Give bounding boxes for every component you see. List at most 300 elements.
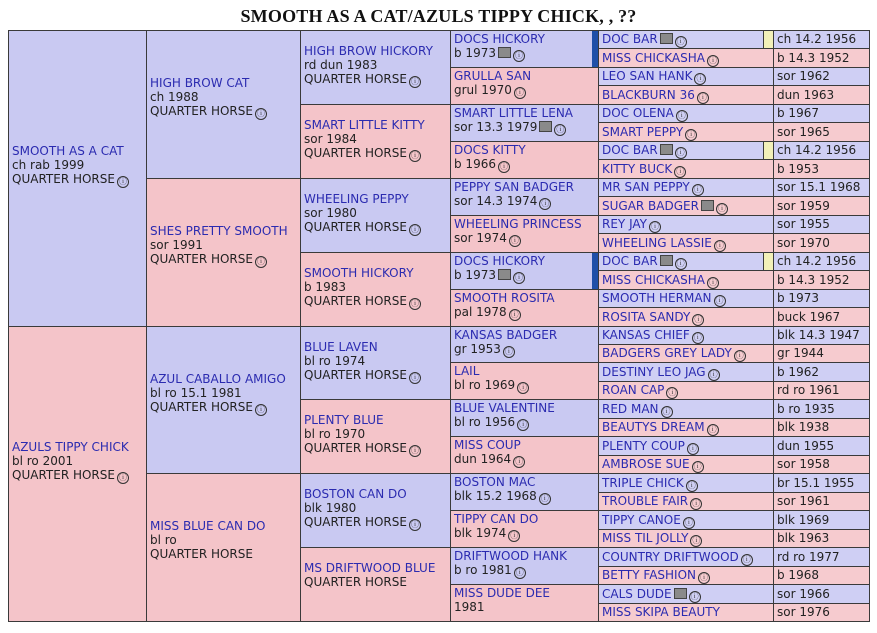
horse-name-link[interactable]: AZULS TIPPY CHICK xyxy=(12,440,129,454)
horse-name-link[interactable]: REY JAY xyxy=(602,217,647,231)
horse-name-link[interactable]: MISS CHICKASHA xyxy=(602,51,705,65)
info-icon[interactable]: ⓘ xyxy=(410,373,419,382)
horse-color-year: rd ro 1961 xyxy=(777,383,840,397)
horse-breed: QUARTER HORSE ⓘ xyxy=(304,294,419,308)
horse-name-link[interactable]: DOC OLENA xyxy=(602,106,674,120)
gen3-horse[interactable] xyxy=(300,473,451,548)
horse-name-link[interactable]: TROUBLE FAIR xyxy=(602,494,689,508)
horse-color-year: sor 1976 xyxy=(777,605,830,619)
info-icon[interactable]: ⓘ xyxy=(410,225,419,234)
info-icon[interactable]: ⓘ xyxy=(742,555,751,564)
horse-color-year: b 1973 xyxy=(777,291,819,305)
horse-color-year: br 15.1 1955 xyxy=(777,476,855,490)
horse-color-year: b 14.3 1952 xyxy=(777,51,850,65)
gen2-horse[interactable] xyxy=(146,30,301,179)
horse-color-year: sor 1991 xyxy=(150,238,203,252)
info-icon[interactable]: ⓘ xyxy=(556,125,565,134)
info-icon[interactable]: ⓘ xyxy=(510,310,519,319)
horse-details xyxy=(773,233,870,253)
gen2-horse[interactable] xyxy=(146,178,301,327)
gen4-horse[interactable] xyxy=(450,104,599,142)
horse-color-year: ch 14.2 1956 xyxy=(777,32,857,46)
horse-name-link[interactable]: MR SAN PEPPY xyxy=(602,180,690,194)
info-icon[interactable]: ⓘ xyxy=(693,333,702,342)
horse-details xyxy=(773,104,870,123)
horse-name-link[interactable]: LEO SAN HANK xyxy=(602,69,693,83)
horse-color-year: sor 1970 xyxy=(777,236,830,250)
horse-color-year: sor 1959 xyxy=(777,199,830,213)
info-icon[interactable]: ⓘ xyxy=(696,74,705,83)
info-icon[interactable]: ⓘ xyxy=(687,481,696,490)
gen4-horse[interactable] xyxy=(450,547,599,585)
horse-name-link[interactable]: MISS BLUE CAN DO xyxy=(150,519,266,533)
horse-color-year: blk 1963 xyxy=(777,531,830,545)
horse-name-link[interactable]: BADGERS GREY LADY xyxy=(602,346,732,360)
info-icon[interactable]: ⓘ xyxy=(410,77,419,86)
gen5-horse[interactable] xyxy=(598,510,774,530)
horse-breed: QUARTER HORSE ⓘ xyxy=(304,146,419,160)
horse-name-link[interactable]: KITTY BUCK xyxy=(602,162,673,176)
photo-icon[interactable] xyxy=(660,144,673,155)
duplicate-marker xyxy=(763,253,773,271)
horse-name-link[interactable]: BOSTON CAN DO xyxy=(304,487,407,501)
info-icon[interactable]: ⓘ xyxy=(676,259,685,268)
horse-breed: QUARTER HORSE ⓘ xyxy=(150,252,265,266)
horse-color-year: bl ro 1956 ⓘ xyxy=(454,415,528,429)
horse-breed: QUARTER HORSE ⓘ xyxy=(304,441,419,455)
gen5-horse[interactable] xyxy=(598,252,774,271)
horse-name-link[interactable]: MISS TIL JOLLY xyxy=(602,531,689,545)
horse-name-link[interactable]: KANSAS BADGER xyxy=(454,328,558,342)
info-icon[interactable]: ⓘ xyxy=(410,520,419,529)
info-icon[interactable]: ⓘ xyxy=(688,444,697,453)
info-icon[interactable]: ⓘ xyxy=(708,425,717,434)
horse-color-year: pal 1978 ⓘ xyxy=(454,305,519,319)
horse-color-year: blk 1974 ⓘ xyxy=(454,526,519,540)
info-icon[interactable]: ⓘ xyxy=(515,457,524,466)
horse-breed: QUARTER HORSE ⓘ xyxy=(304,515,419,529)
horse-name-link[interactable]: BEAUTYS DREAM xyxy=(602,420,705,434)
horse-color-year: bl ro 1969 ⓘ xyxy=(454,378,528,392)
gen5-horse[interactable] xyxy=(598,326,774,345)
gen5-horse[interactable] xyxy=(598,381,774,400)
info-icon[interactable]: ⓘ xyxy=(118,177,127,186)
horse-color-year: blk 1938 xyxy=(777,420,830,434)
horse-name-link[interactable]: SMART LITTLE LENA xyxy=(454,106,573,120)
horse-color-year: sor 14.3 1974 ⓘ xyxy=(454,194,550,208)
horse-details xyxy=(773,307,870,327)
horse-name-link[interactable]: COUNTRY DRIFTWOOD xyxy=(602,550,739,564)
horse-breed: QUARTER HORSE ⓘ xyxy=(304,72,419,86)
horse-name-link[interactable]: DOC BAR xyxy=(602,254,658,268)
horse-color-year: b 1966 ⓘ xyxy=(454,157,508,171)
gen5-horse[interactable] xyxy=(598,178,774,197)
horse-details xyxy=(773,566,870,585)
horse-color-year: b 14.3 1952 xyxy=(777,273,850,287)
horse-name-link[interactable]: SUGAR BADGER xyxy=(602,199,699,213)
info-icon[interactable]: ⓘ xyxy=(687,130,696,139)
horse-details xyxy=(773,529,870,548)
horse-name-link[interactable]: WHEELING LASSIE xyxy=(602,236,712,250)
gen4-horse[interactable] xyxy=(450,473,599,511)
horse-color-year: 1981 xyxy=(454,600,485,614)
info-icon[interactable]: ⓘ xyxy=(709,370,718,379)
horse-details xyxy=(773,436,870,456)
horse-name-link[interactable]: MISS CHICKASHA xyxy=(602,273,705,287)
gen5-horse[interactable] xyxy=(598,584,774,604)
horse-name-link[interactable]: SMOOTH ROSITA xyxy=(454,291,555,305)
horse-color-year: b ro 1981 ⓘ xyxy=(454,563,524,577)
gen5-horse[interactable] xyxy=(598,307,774,327)
gen4-horse[interactable] xyxy=(450,399,599,437)
horse-name-link[interactable]: LAIL xyxy=(454,364,480,378)
info-icon[interactable]: ⓘ xyxy=(514,51,523,60)
horse-breed: QUARTER HORSE ⓘ xyxy=(150,104,265,118)
horse-name-link[interactable]: MISS COUP xyxy=(454,438,521,452)
gen5-horse[interactable] xyxy=(598,215,774,234)
horse-name-link[interactable]: TIPPY CANOE xyxy=(602,513,681,527)
horse-name-link[interactable]: BETTY FASHION xyxy=(602,568,697,582)
horse-color-year: b 1968 xyxy=(777,568,819,582)
horse-name-link[interactable]: HIGH BROW CAT xyxy=(150,76,250,90)
horse-name-link[interactable]: DOCS HICKORY xyxy=(454,254,545,268)
horse-details xyxy=(773,215,870,234)
info-icon[interactable]: ⓘ xyxy=(519,383,528,392)
horse-color-year: ch 14.2 1956 xyxy=(777,143,857,157)
horse-details xyxy=(773,510,870,530)
horse-color-year: grul 1970 ⓘ xyxy=(454,83,524,97)
horse-color-year: bl ro 2001 xyxy=(12,454,74,468)
horse-name-link[interactable]: SMART PEPPY xyxy=(602,125,684,139)
gen5-horse[interactable] xyxy=(598,436,774,456)
info-icon[interactable]: ⓘ xyxy=(692,536,701,545)
horse-color-year: b 1967 xyxy=(777,106,819,120)
horse-name-link[interactable]: DOCS KITTY xyxy=(454,143,526,157)
info-icon[interactable]: ⓘ xyxy=(676,167,685,176)
info-icon[interactable]: ⓘ xyxy=(651,222,659,231)
horse-color-year: bl ro 15.1 1981 xyxy=(150,386,242,400)
gen5-horse[interactable] xyxy=(598,566,774,585)
horse-details xyxy=(773,85,870,105)
info-icon[interactable]: ⓘ xyxy=(693,185,702,194)
info-icon[interactable]: ⓘ xyxy=(698,93,707,102)
gen5-horse[interactable] xyxy=(598,67,774,86)
horse-details xyxy=(773,418,870,437)
horse-name-link[interactable]: DESTINY LEO JAG xyxy=(602,365,706,379)
horse-name-link[interactable]: CALS DUDE xyxy=(602,587,672,601)
horse-color-year: b ro 1935 xyxy=(777,402,835,416)
gen5-horse[interactable] xyxy=(598,141,774,160)
info-icon[interactable]: ⓘ xyxy=(676,148,685,157)
gen4-horse[interactable] xyxy=(450,584,599,622)
info-icon[interactable]: ⓘ xyxy=(715,296,724,305)
horse-name-link[interactable]: RED MAN xyxy=(602,402,659,416)
info-icon[interactable]: ⓘ xyxy=(256,405,265,414)
horse-name-link[interactable]: WHEELING PRINCESS xyxy=(454,217,582,231)
info-icon[interactable]: ⓘ xyxy=(504,347,513,356)
gen5-horse[interactable] xyxy=(598,547,774,567)
gen3-horse[interactable] xyxy=(300,178,451,253)
horse-name-link[interactable]: BLUE VALENTINE xyxy=(454,401,555,415)
horse-details xyxy=(773,381,870,400)
gen4-horse[interactable] xyxy=(450,362,599,400)
pedigree-title: SMOOTH AS A CAT/AZULS TIPPY CHICK, , ?? xyxy=(240,6,637,26)
gen5-horse[interactable] xyxy=(598,104,774,123)
horse-color-year: blk 14.3 1947 xyxy=(777,328,860,342)
horse-name-link[interactable]: HIGH BROW HICKORY xyxy=(304,44,433,58)
gen4-horse[interactable] xyxy=(450,215,599,253)
gen5-horse[interactable] xyxy=(598,289,774,308)
horse-color-year: buck 1967 xyxy=(777,310,841,324)
horse-color-year: dun 1955 xyxy=(777,439,835,453)
info-icon[interactable]: ⓘ xyxy=(541,199,550,208)
horse-name-link[interactable]: KANSAS CHIEF xyxy=(602,328,690,342)
gen4-horse[interactable] xyxy=(450,326,599,363)
horse-color-year: ch rab 1999 xyxy=(12,158,85,172)
horse-details xyxy=(773,48,870,68)
gen4-horse[interactable] xyxy=(450,178,599,216)
horse-name-link[interactable]: BOSTON MAC xyxy=(454,475,536,489)
info-icon[interactable]: ⓘ xyxy=(256,257,265,266)
horse-color-year: sor 1965 xyxy=(777,125,830,139)
horse-details xyxy=(773,362,870,382)
gen3-horse[interactable] xyxy=(300,252,451,327)
info-icon[interactable]: ⓘ xyxy=(708,278,717,287)
photo-icon[interactable] xyxy=(701,200,714,211)
horse-name-link[interactable]: SMOOTH HERMAN xyxy=(602,291,712,305)
horse-name-link[interactable]: SMOOTH HICKORY xyxy=(304,266,414,280)
horse-color-year: dun 1963 xyxy=(777,88,835,102)
horse-details xyxy=(773,196,870,216)
horse-color-year: b 1973 ⓘ xyxy=(454,268,523,282)
horse-details xyxy=(773,141,870,160)
gen3-horse[interactable] xyxy=(300,104,451,179)
horse-name-link[interactable]: DOC BAR xyxy=(602,32,658,46)
horse-color-year: b 1962 xyxy=(777,365,819,379)
info-icon[interactable]: ⓘ xyxy=(515,568,524,577)
gen4-horse[interactable] xyxy=(450,141,599,179)
horse-color-year: sor 13.3 1979 ⓘ xyxy=(454,120,565,134)
photo-icon[interactable] xyxy=(539,121,552,132)
info-icon[interactable]: ⓘ xyxy=(717,204,726,213)
horse-details xyxy=(773,399,870,419)
gen2-horse[interactable] xyxy=(146,326,301,474)
horse-details xyxy=(773,344,870,363)
info-icon[interactable]: ⓘ xyxy=(519,420,528,429)
gen3-horse[interactable] xyxy=(300,30,451,105)
horse-details xyxy=(773,473,870,493)
photo-icon[interactable] xyxy=(498,269,511,280)
gen5-horse[interactable] xyxy=(598,48,774,68)
info-icon[interactable]: ⓘ xyxy=(515,88,524,97)
horse-details xyxy=(773,492,870,511)
gen1-horse[interactable] xyxy=(8,30,147,327)
horse-color-year: rd ro 1977 xyxy=(777,550,840,564)
horse-color-year: b 1973 ⓘ xyxy=(454,46,523,60)
horse-details xyxy=(773,326,870,345)
horse-color-year: dun 1964 ⓘ xyxy=(454,452,524,466)
pedigree-chart xyxy=(8,30,869,621)
horse-name-link[interactable]: TIPPY CAN DO xyxy=(454,512,539,526)
horse-color-year: bl ro xyxy=(150,533,177,547)
horse-color-year: blk 1980 xyxy=(304,501,357,515)
photo-icon[interactable] xyxy=(660,33,673,44)
gen4-horse[interactable] xyxy=(450,30,599,68)
info-icon[interactable]: ⓘ xyxy=(499,162,508,171)
gen3-horse[interactable] xyxy=(300,326,451,400)
gen5-horse[interactable] xyxy=(598,233,774,253)
gen5-horse[interactable] xyxy=(598,529,774,548)
info-icon[interactable]: ⓘ xyxy=(514,273,523,282)
horse-details xyxy=(773,252,870,271)
horse-name-link[interactable]: PLENTY COUP xyxy=(602,439,685,453)
horse-name-link[interactable]: BLACKBURN 36 xyxy=(602,88,695,102)
gen5-horse[interactable] xyxy=(598,85,774,105)
info-icon[interactable]: ⓘ xyxy=(510,531,519,540)
horse-color-year: ch 1988 xyxy=(150,90,199,104)
gen1-horse[interactable] xyxy=(8,326,147,622)
gen5-horse[interactable] xyxy=(598,344,774,363)
horse-breed: QUARTER HORSE xyxy=(304,575,407,589)
horse-name-link[interactable]: MISS SKIPA BEAUTY xyxy=(602,605,720,619)
photo-icon[interactable] xyxy=(660,255,673,266)
horse-details xyxy=(773,122,870,142)
horse-color-year: bl ro 1970 xyxy=(304,427,366,441)
horse-breed: QUARTER HORSE xyxy=(150,547,253,561)
horse-name-link[interactable]: SHES PRETTY SMOOTH xyxy=(150,224,288,238)
gen5-horse[interactable] xyxy=(598,270,774,290)
horse-name-link[interactable]: SMART LITTLE KITTY xyxy=(304,118,425,132)
horse-name-link[interactable]: ROSITA SANDY xyxy=(602,310,691,324)
horse-details xyxy=(773,603,870,622)
gen5-horse[interactable] xyxy=(598,418,774,437)
info-icon[interactable]: ⓘ xyxy=(668,388,677,397)
horse-breed: QUARTER HORSE ⓘ xyxy=(12,172,127,186)
horse-color-year: gr 1953 ⓘ xyxy=(454,342,513,356)
horse-color-year: sor 1984 xyxy=(304,132,357,146)
info-icon[interactable]: ⓘ xyxy=(118,473,127,482)
photo-icon[interactable] xyxy=(498,47,511,58)
horse-color-year: b 1953 xyxy=(777,162,819,176)
gen5-horse[interactable] xyxy=(598,196,774,216)
gen4-horse[interactable] xyxy=(450,252,599,290)
gen5-horse[interactable] xyxy=(598,159,774,179)
horse-details xyxy=(773,30,870,49)
info-icon[interactable]: ⓘ xyxy=(662,407,671,416)
horse-color-year: sor 1966 xyxy=(777,587,830,601)
horse-name-link[interactable]: ROAN CAP xyxy=(602,383,665,397)
info-icon[interactable]: ⓘ xyxy=(410,446,419,455)
horse-color-year: blk 15.2 1968 ⓘ xyxy=(454,489,549,503)
horse-color-year: sor 1980 xyxy=(304,206,357,220)
horse-breed: QUARTER HORSE ⓘ xyxy=(304,220,419,234)
horse-color-year: rd dun 1983 xyxy=(304,58,378,72)
info-icon[interactable]: ⓘ xyxy=(677,111,686,120)
horse-color-year: gr 1944 xyxy=(777,346,824,360)
gen5-horse[interactable] xyxy=(598,122,774,142)
gen3-horse[interactable] xyxy=(300,547,451,622)
info-icon[interactable]: ⓘ xyxy=(692,499,701,508)
horse-color-year: sor 1955 xyxy=(777,217,830,231)
gen4-horse[interactable] xyxy=(450,67,599,105)
info-icon[interactable]: ⓘ xyxy=(700,573,709,582)
horse-color-year: ch 14.2 1956 xyxy=(777,254,857,268)
gen5-horse[interactable] xyxy=(598,603,774,622)
horse-details xyxy=(773,159,870,179)
horse-details xyxy=(773,584,870,604)
horse-name-link[interactable]: WHEELING PEPPY xyxy=(304,192,409,206)
horse-details xyxy=(773,455,870,474)
horse-details xyxy=(773,67,870,86)
info-icon[interactable]: ⓘ xyxy=(690,592,699,601)
horse-name-link[interactable]: GRULLA SAN xyxy=(454,69,532,83)
horse-breed: QUARTER HORSE ⓘ xyxy=(150,400,265,414)
info-icon[interactable]: ⓘ xyxy=(693,462,702,471)
photo-icon[interactable] xyxy=(674,588,687,599)
gen5-horse[interactable] xyxy=(598,30,774,49)
horse-color-year: sor 1958 xyxy=(777,457,830,471)
gen5-horse[interactable] xyxy=(598,362,774,382)
horse-name-link[interactable]: DOCS HICKORY xyxy=(454,32,545,46)
horse-name-link[interactable]: PEPPY SAN BADGER xyxy=(454,180,574,194)
horse-name-link[interactable]: SMOOTH AS A CAT xyxy=(12,144,124,158)
horse-details xyxy=(773,547,870,567)
gen3-horse[interactable] xyxy=(300,399,451,474)
info-icon[interactable]: ⓘ xyxy=(715,241,724,250)
horse-breed: QUARTER HORSE ⓘ xyxy=(304,368,419,382)
info-icon[interactable]: ⓘ xyxy=(676,37,685,46)
gen4-horse[interactable] xyxy=(450,436,599,474)
duplicate-marker xyxy=(763,142,773,160)
horse-name-link[interactable]: DRIFTWOOD HANK xyxy=(454,549,568,563)
gen4-horse[interactable] xyxy=(450,510,599,548)
horse-color-year: sor 1962 xyxy=(777,69,830,83)
horse-color-year: sor 15.1 1968 xyxy=(777,180,861,194)
info-icon[interactable]: ⓘ xyxy=(694,315,703,324)
horse-name-link[interactable]: MS DRIFTWOOD BLUE xyxy=(304,561,436,575)
horse-name-link[interactable]: MISS DUDE DEE xyxy=(454,586,551,600)
horse-color-year: sor 1974 ⓘ xyxy=(454,231,519,245)
horse-color-year: bl ro 1974 xyxy=(304,354,366,368)
horse-details xyxy=(773,270,870,290)
horse-name-link[interactable]: DOC BAR xyxy=(602,143,658,157)
horse-details xyxy=(773,178,870,197)
info-icon[interactable]: ⓘ xyxy=(410,299,419,308)
horse-details xyxy=(773,289,870,308)
horse-name-link[interactable]: TRIPLE CHICK xyxy=(602,476,684,490)
info-icon[interactable]: ⓘ xyxy=(540,494,549,503)
gen5-horse[interactable] xyxy=(598,492,774,511)
horse-name-link[interactable]: PLENTY BLUE xyxy=(304,413,384,427)
gen4-horse[interactable] xyxy=(450,289,599,327)
gen5-horse[interactable] xyxy=(598,399,774,419)
info-icon[interactable]: ⓘ xyxy=(510,236,519,245)
info-icon[interactable]: ⓘ xyxy=(410,151,419,160)
gen5-horse[interactable] xyxy=(598,455,774,474)
info-icon[interactable]: ⓘ xyxy=(708,56,717,65)
horse-name-link[interactable]: AZUL CABALLO AMIGO xyxy=(150,372,286,386)
horse-color-year: sor 1961 xyxy=(777,494,830,508)
horse-name-link[interactable]: BLUE LAVEN xyxy=(304,340,378,354)
duplicate-marker xyxy=(763,31,773,49)
info-icon[interactable]: ⓘ xyxy=(256,109,265,118)
gen2-horse[interactable] xyxy=(146,473,301,622)
info-icon[interactable]: ⓘ xyxy=(735,351,744,360)
horse-name-link[interactable]: AMBROSE SUE xyxy=(602,457,690,471)
horse-breed: QUARTER HORSE ⓘ xyxy=(12,468,127,482)
gen5-horse[interactable] xyxy=(598,473,774,493)
info-icon[interactable]: ⓘ xyxy=(684,518,693,527)
